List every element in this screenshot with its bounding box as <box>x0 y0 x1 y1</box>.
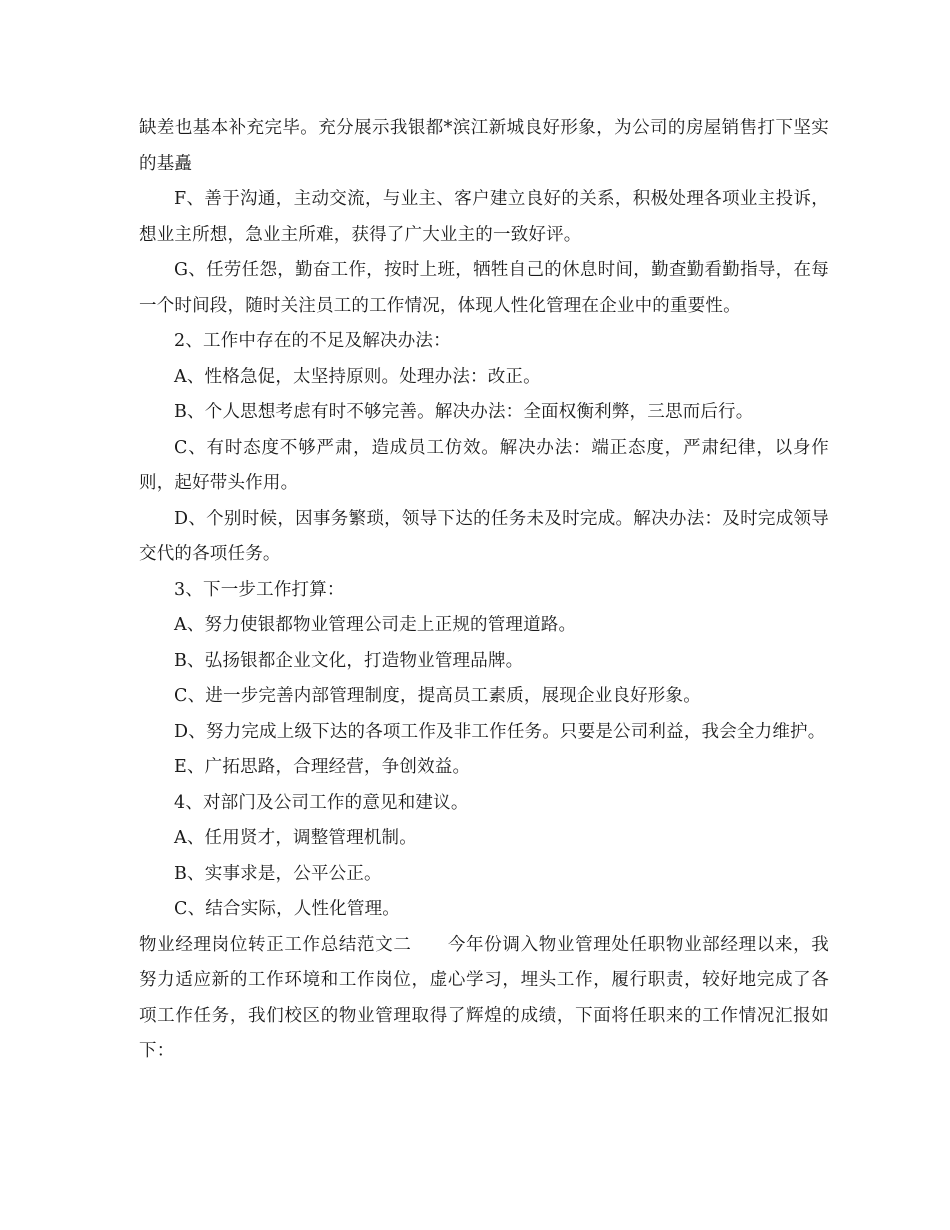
suggestion-item-a: A、任用贤才，调整管理机制。 <box>174 828 417 848</box>
paragraph-item-f: F、善于沟通，主动交流，与业主、客户建立良好的关系，积极处理各项业主投诉，想业主所想，急业主所难，获得了广大业主的一致好评。 <box>139 189 829 245</box>
section-heading-next-steps: 3、下一步工作打算： <box>174 579 345 600</box>
shortcoming-item-c: C、有时态度不够严肃，造成员工仿效。解决办法：端正态度，严肃纪律，以身作则，起好带头作用。 <box>139 437 829 493</box>
suggestion-item-c: C、结合实际，人性化管理。 <box>174 899 400 919</box>
paragraph-item-g: G、任劳任怨，勤奋工作，按时上班，牺牲自己的休息时间，勤查勤看勤指导，在每一个时间段，随时关注员工的工作情况，体现人性化管理在企业中的重要性。 <box>139 260 829 316</box>
section-heading-suggestions: 4、对部门及公司工作的意见和建议。 <box>174 792 469 813</box>
plan-item-c: C、进一步完善内部管理制度，提高员工素质，展现企业良好形象。 <box>174 686 701 706</box>
plan-item-d: D、努力完成上级下达的各项工作及非工作任务。只要是公司利益，我会全力维护。 <box>174 721 826 742</box>
shortcoming-item-b: B、个人思想考虑有时不够完善。解决办法：全面权衡利弊，三思而后行。 <box>174 402 754 422</box>
suggestion-item-b: B、实事求是，公平公正。 <box>174 863 382 884</box>
paragraph-continuation: 缺差也基本补充完毕。充分展示我银都*滨江新城良好形象，为公司的房屋销售打下坚实的基矗 <box>139 118 829 174</box>
shortcoming-item-a: A、性格急促，太坚持原则。处理办法：改正。 <box>174 366 541 387</box>
plan-item-e: E、广拓思路，合理经营，争创效益。 <box>174 757 471 777</box>
paragraph-sample-two: 物业经理岗位转正工作总结范文二 今年份调入物业管理处任职物业部经理以来，我努力适应新的工作环境和工作岗位，虚心学习，埋头工作，履行职责，较好地完成了各项工作任务，我们校区的物业管理取得了辉煌的成绩，下面将任职来的工作情况汇报如下： <box>139 934 829 1061</box>
document-body <box>139 111 829 1070</box>
plan-item-b: B、弘扬银都企业文化，打造物业管理品牌。 <box>174 650 524 671</box>
shortcoming-item-d: D、个别时候，因事务繁琐，领导下达的任务未及时完成。解决办法：及时完成领导交代的各项任务。 <box>139 508 829 564</box>
plan-item-a: A、努力使银都物业管理公司走上正规的管理道路。 <box>174 615 577 635</box>
section-heading-shortcomings: 2、工作中存在的不足及解决办法： <box>174 331 451 351</box>
